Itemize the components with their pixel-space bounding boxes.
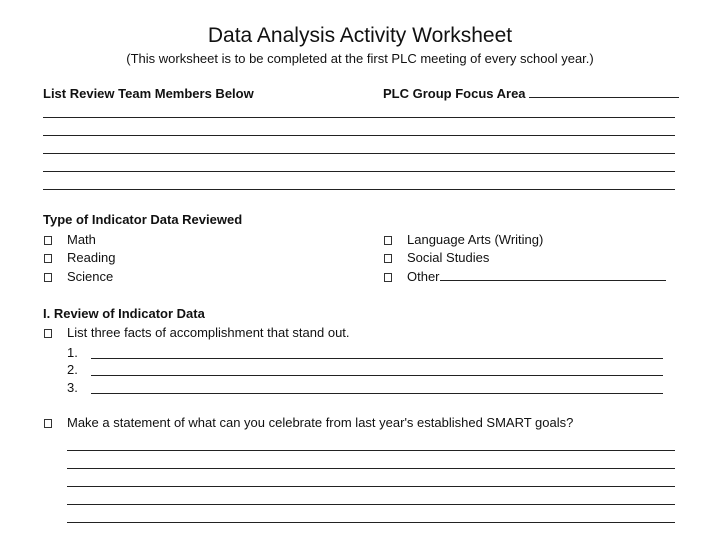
page-subtitle: (This worksheet is to be completed at the first PLC meeting of every school year.) xyxy=(126,51,594,66)
checkbox-other[interactable] xyxy=(384,273,392,282)
checkbox-math[interactable] xyxy=(44,236,52,245)
celebrate-line-4[interactable] xyxy=(67,504,675,505)
focus-area-label-text: PLC Group Focus Area xyxy=(383,86,526,101)
indicator-types-heading: Type of Indicator Data Reviewed xyxy=(43,212,243,227)
fact-line-1[interactable] xyxy=(91,358,663,359)
checkbox-science[interactable] xyxy=(44,273,52,282)
checkbox-reading[interactable] xyxy=(44,254,52,263)
team-member-line-1[interactable] xyxy=(43,117,675,118)
fact-number-3: 3. xyxy=(67,380,78,395)
team-member-line-2[interactable] xyxy=(43,135,675,136)
review-heading: I. Review of Indicator Data xyxy=(43,306,205,321)
option-science-label: Science xyxy=(67,269,114,284)
celebrate-line-2[interactable] xyxy=(67,468,675,469)
option-other xyxy=(407,269,666,284)
team-member-line-4[interactable] xyxy=(43,171,675,172)
team-member-line-3[interactable] xyxy=(43,153,675,154)
fact-number-2: 2. xyxy=(67,362,78,377)
celebrate-line-5[interactable] xyxy=(67,522,675,523)
page-title: Data Analysis Activity Worksheet xyxy=(207,24,513,47)
focus-area-blank[interactable] xyxy=(529,86,679,98)
celebrate-line-3[interactable] xyxy=(67,486,675,487)
checkbox-social-studies[interactable] xyxy=(384,254,392,263)
option-reading-label: Reading xyxy=(67,250,116,265)
focus-area-label xyxy=(383,86,679,101)
celebrate-line-1[interactable] xyxy=(67,450,675,451)
fact-line-3[interactable] xyxy=(91,393,663,394)
team-members-label: List Review Team Members Below xyxy=(43,86,254,101)
option-math-label: Math xyxy=(67,232,96,247)
celebrate-prompt: Make a statement of what can you celebrate from last year's established SMART goals? xyxy=(67,415,574,430)
other-blank[interactable] xyxy=(440,269,666,281)
checkbox-celebrate[interactable] xyxy=(44,419,52,428)
option-language-arts-label: Language Arts (Writing) xyxy=(407,232,544,247)
fact-line-2[interactable] xyxy=(91,375,663,376)
facts-prompt: List three facts of accomplishment that stand out. xyxy=(67,325,350,340)
checkbox-language-arts[interactable] xyxy=(384,236,392,245)
team-member-line-5[interactable] xyxy=(43,189,675,190)
checkbox-facts[interactable] xyxy=(44,329,52,338)
fact-number-1: 1. xyxy=(67,345,78,360)
option-other-label: Other xyxy=(407,269,440,284)
option-social-studies-label: Social Studies xyxy=(407,250,490,265)
